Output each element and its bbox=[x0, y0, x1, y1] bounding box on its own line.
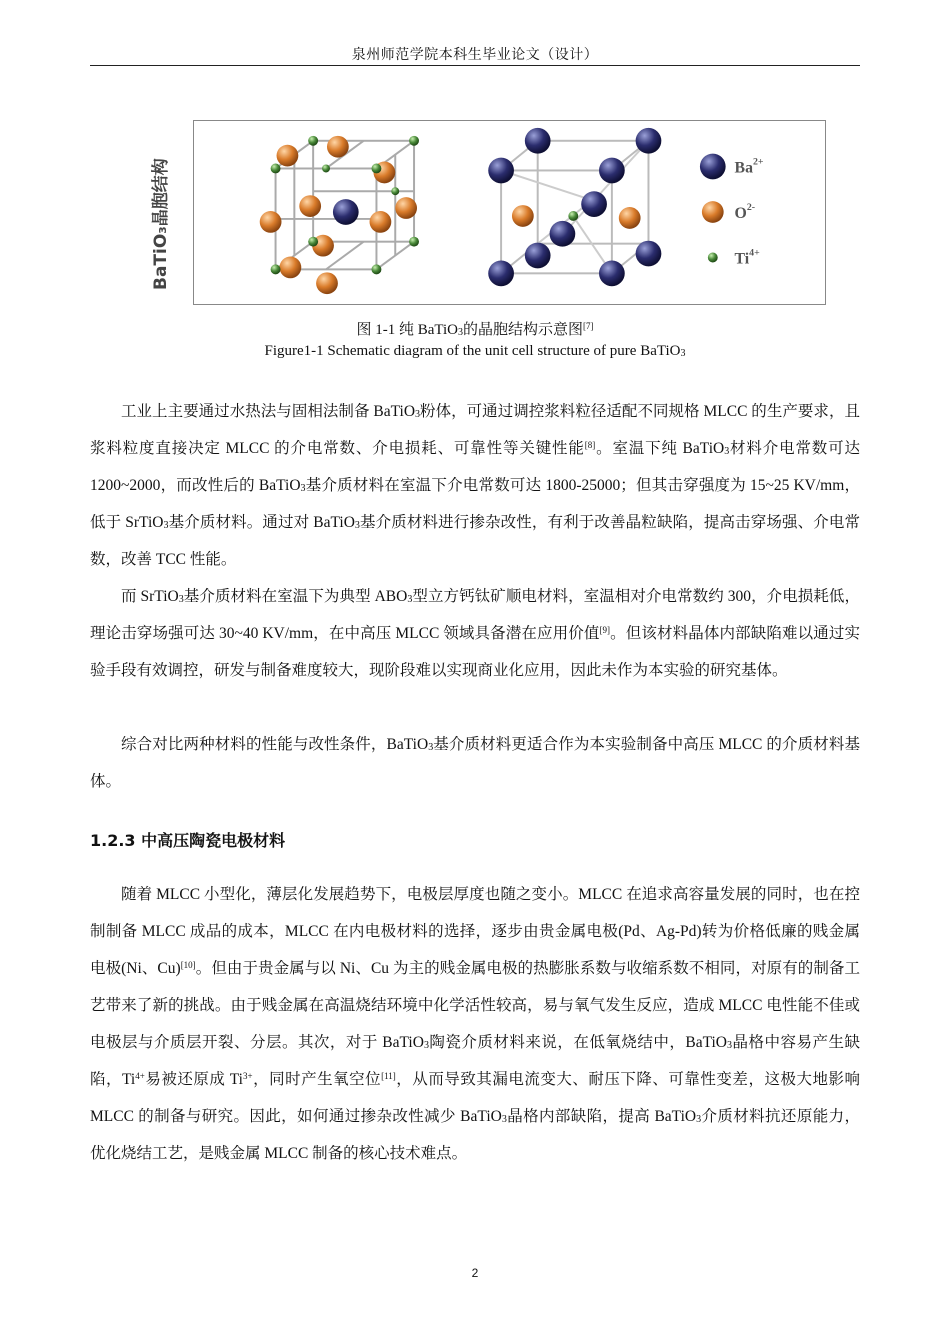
legend-ba bbox=[700, 154, 764, 180]
legend-ti bbox=[708, 248, 760, 268]
header-rule bbox=[90, 65, 860, 66]
paragraph-4: 随着 MLCC 小型化，薄层化发展趋势下，电极层厚度也随之变小。MLCC 在追求高容量发展的同时，也在控制制备 MLCC 成品的成本，MLCC 在内电极材料的选择，逐步由贵金属电极(Pd、Ag-Pd)转为价格低廉的贱金属电极(Ni、Cu)[10]。但由于贵金属与以 Ni、Cu 为主的贱金属电极的热膨胀系数与收缩系数不相同，对原有的制备工艺带来了新的挑战。由于贱金属在高温烧结环境中化学活性较高，易与氧气发生反应，造成 MLCC 电性能不佳或电极层与介质层开裂、分层。其次，对于 BaTiO$_3$陶瓷介质材料来说，在低氧烧结中，BaTiO$_3$晶格中容易产生缺陷，$Ti^{4+}$易被还原成 $Ti^{3+}$，同时产生氧空位[11]，从而导致其漏电流变大、耐压下降、可靠性变差，这极大地影响 MLCC 的制备与研究。因此，如何通过掺杂改性减少 BaTiO$_3$晶格内部缺陷，提高 BaTiO$_3$介质材料抗还原能力， 优化烧结工艺，是贱金属 MLCC 制备的核心技术难点。 bbox=[90, 886, 860, 1162]
figure-unit-cell bbox=[193, 120, 826, 305]
paragraph-1: 工业上主要通过水热法与固相法制备 BaTiO$_3$粉体，可通过调控浆料粒径适配不同规格 MLCC 的生产要求，且浆料粒度直接决定 MLCC 的介电常数、介电损耗、可靠性等关键性能[8]。室温下纯 BaTiO$_3$材料介电常数可达 1200~2000，而改性后的 BaTiO$_3$基介质材料在室温下介电常数可达 1800-25000；但其击穿强度为 15~25 KV/mm，低于 SrTiO$_3$基介质材料。通过对 BaTiO$_3$基介质材料进行掺杂改性，有利于改善晶粒缺陷，提高击穿场强、介电常数，改善 TCC 性能。 bbox=[90, 403, 861, 568]
paragraph-3: 综合对比两种材料的性能与改性条件，BaTiO$_3$基介质材料更适合作为本实验制备中高压 MLCC 的介质材料基体。 bbox=[90, 736, 860, 790]
figure-side-label: BaTiO₃晶胞结构 bbox=[151, 158, 171, 290]
page-number: 2 bbox=[471, 1266, 479, 1280]
ti-atom-right-center bbox=[568, 211, 578, 221]
page-header: 泉州师范学院本科生毕业论文（设计） bbox=[351, 48, 599, 63]
ba-atom-left-center bbox=[333, 199, 359, 225]
paragraph-2: 而 SrTiO$_3$基介质材料在室温下为典型 $ABO_3$型立方钙钛矿顺电材料，室温相对介电常数约 300，介电损耗低，理论击穿场强可达 30~40 KV/mm，在中高压 MLCC 领域具备潜在应用价值[9]。但该材料晶体内部缺陷难以通过实验手段有效调控，研发与制备难度较大，现阶段难以实现商业化应用，因此未作为本实验的研究基体。 bbox=[90, 588, 860, 679]
svg-text:O2-: $O^{2-}$ bbox=[734, 202, 756, 222]
svg-text:Ba2+: $Ba^{2+}$ bbox=[734, 156, 764, 177]
legend-o bbox=[702, 201, 755, 223]
figure-caption-en: Figure1-1 Schematic diagram of the unit cell structure of pure BaTiO$_3$ bbox=[264, 343, 686, 359]
figure-caption-cn: 图 1-1 纯 BaTiO$_3$的晶胞结构示意图[7] bbox=[356, 321, 594, 338]
svg-text:Ti4+: $Ti^{4+}$ bbox=[734, 247, 760, 268]
section-title: 1.2.3 中高压陶瓷电极材料 bbox=[90, 831, 286, 850]
